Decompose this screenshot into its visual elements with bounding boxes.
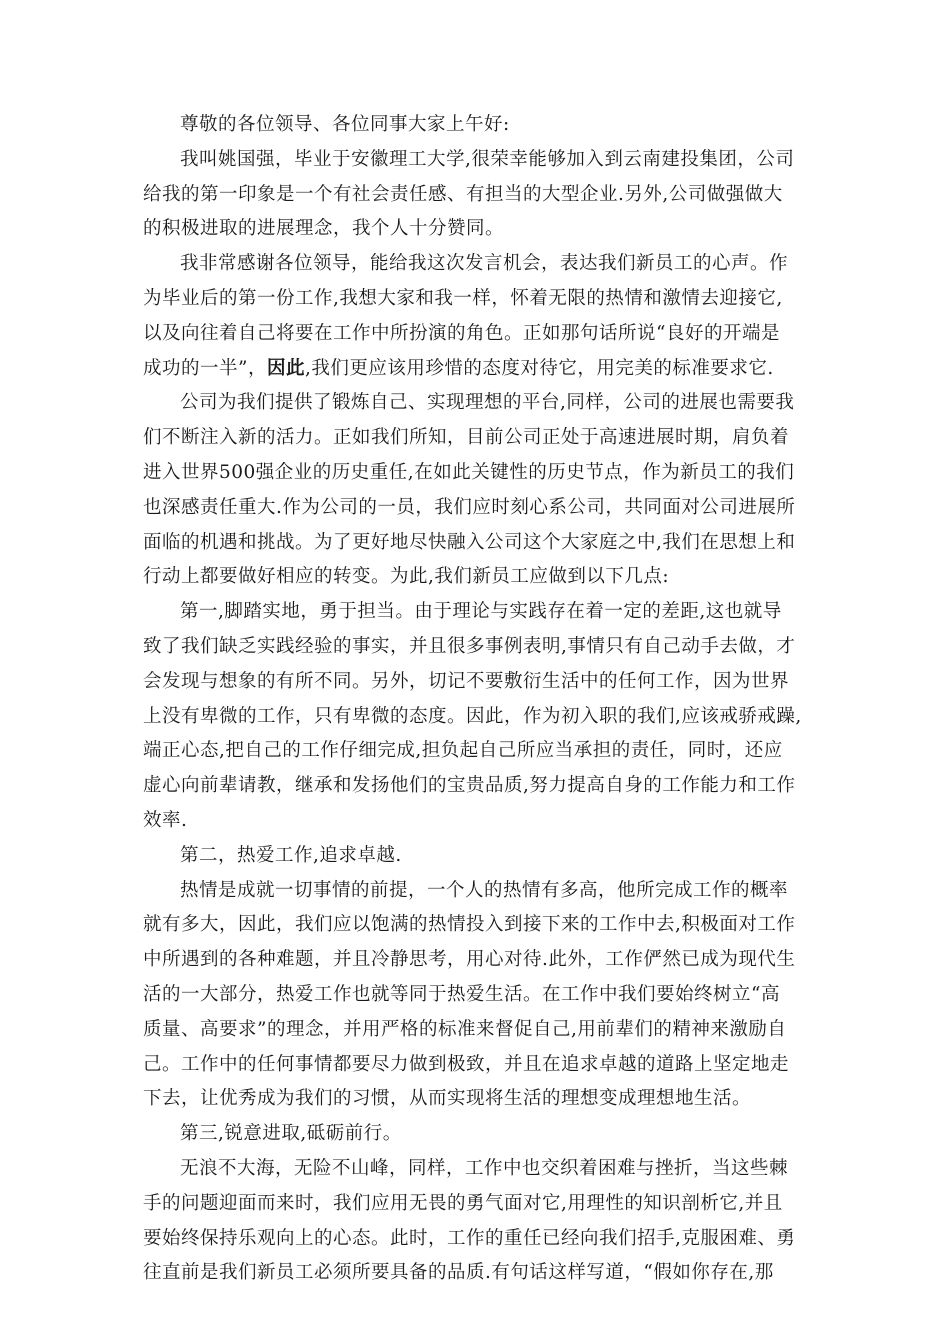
text-line: 热情是成就一切事情的前提，一个人的热情有多高，他所完成工作的概率 [180, 879, 789, 901]
text-line: 公司为我们提供了锻炼自己、实现理想的平台,同样，公司的进展也需要我 [180, 392, 795, 414]
text-line: 尊敬的各位领导、各位同事大家上午好: [180, 114, 510, 135]
text-line: 下去，让优秀成为我们的习惯，从而实现将生活的理想变成理想地生活。 [143, 1088, 752, 1110]
text-line: 就有多大，因此，我们应以饱满的热情投入到接下来的工作中去,积极面对工作 [143, 914, 796, 936]
text-line: 的积极进取的进展理念，我个人十分赞同。 [143, 218, 505, 240]
text-line: 我叫姚国强，毕业于安徽理工大学,很荣幸能够加入到云南建投集团，公司 [180, 148, 795, 170]
text-line: 效率. [143, 809, 188, 831]
text-line: 端正心态,把自己的工作仔细完成,担负起自己所应当承担的责任，同时，还应 [143, 740, 783, 762]
text-line: 己。工作中的任何事情都要尽力做到极致，并且在追求卓越的道路上坚定地走 [143, 1053, 790, 1075]
text-line: 会发现与想象的有所不同。另外，切记不要敷衍生活中的任何工作，因为世界 [143, 670, 790, 692]
text-line: 为毕业后的第一份工作,我想大家和我一样，怀着无限的热情和激情去迎接它, [143, 287, 783, 309]
text-line: 第一,脚踏实地，勇于担当。由于理论与实践存在着一定的差距,这也就导 [180, 601, 782, 623]
text-line: 们不断注入新的活力。正如我们所知，目前公司正处于高速进展时期，肩负着 [143, 427, 790, 449]
text-line: 进入世界500强企业的历史重任,在如此关键性的历史节点，作为新员工的我们 [143, 461, 795, 483]
text-line: 第二，热爱工作,追求卓越. [180, 844, 402, 866]
text-line: 我非常感谢各位领导，能给我这次发言机会，表达我们新员工的心声。作 [180, 253, 789, 275]
text-line: 行动上都要做好相应的转变。为此,我们新员工应做到以下几点: [143, 566, 670, 588]
text-segment: 成功的一半”， [143, 357, 267, 379]
text-line: 上没有卑微的工作，只有卑微的态度。因此，作为初入职的我们,应该戒骄戒躁, [143, 705, 802, 727]
text-segment: ,我们更应该用珍惜的态度对待它，用完美的标准要求它. [304, 357, 774, 379]
text-line: 给我的第一印象是一个有社会责任感、有担当的大型企业.另外,公司做强做大 [143, 183, 783, 205]
text-line: 致了我们缺乏实践经验的事实，并且很多事例表明,事情只有自己动手去做，才 [143, 635, 796, 657]
text-line: 往直前是我们新员工必须所要具备的品质.有句话这样写道，“假如你存在,那 [143, 1262, 774, 1284]
text-line: 虚心向前辈请教，继承和发扬他们的宝贵品质,努力提高自身的工作能力和工作 [143, 775, 796, 797]
text-line: 面临的机遇和挑战。为了更好地尽快融入公司这个大家庭之中,我们在思想上和 [143, 531, 796, 553]
text-line: 活的一大部分，热爱工作也就等同于热爱生活。在工作中我们要始终树立“高 [143, 983, 780, 1005]
text-line: 要始终保持乐观向上的心态。此时，工作的重任已经向我们招手,克服困难、勇 [143, 1227, 796, 1249]
text-line: 也深感责任重大.作为公司的一员，我们应时刻心系公司，共同面对公司进展所 [143, 496, 796, 518]
document-body [143, 108, 811, 1291]
text-line: 中所遇到的各种难题，并且冷静思考，用心对待.此外，工作俨然已成为现代生 [143, 949, 796, 971]
text-line: 以及向往着自己将要在工作中所扮演的角色。正如那句话所说“良好的开端是 [143, 322, 780, 344]
text-line: 第三,锐意进取,砥砺前行。 [180, 1123, 402, 1145]
bold-text-segment: 因此 [266, 357, 305, 379]
text-line: 无浪不大海，无险不山峰，同样，工作中也交织着困难与挫折，当这些棘 [180, 1157, 789, 1179]
text-line: 质量、高要求”的理念，并用严格的标准来督促自己,用前辈们的精神来激励自 [143, 1018, 787, 1040]
text-line: 手的问题迎面而来时，我们应用无畏的勇气面对它,用理性的知识剖析它,并且 [143, 1192, 783, 1214]
text-line [143, 352, 811, 387]
